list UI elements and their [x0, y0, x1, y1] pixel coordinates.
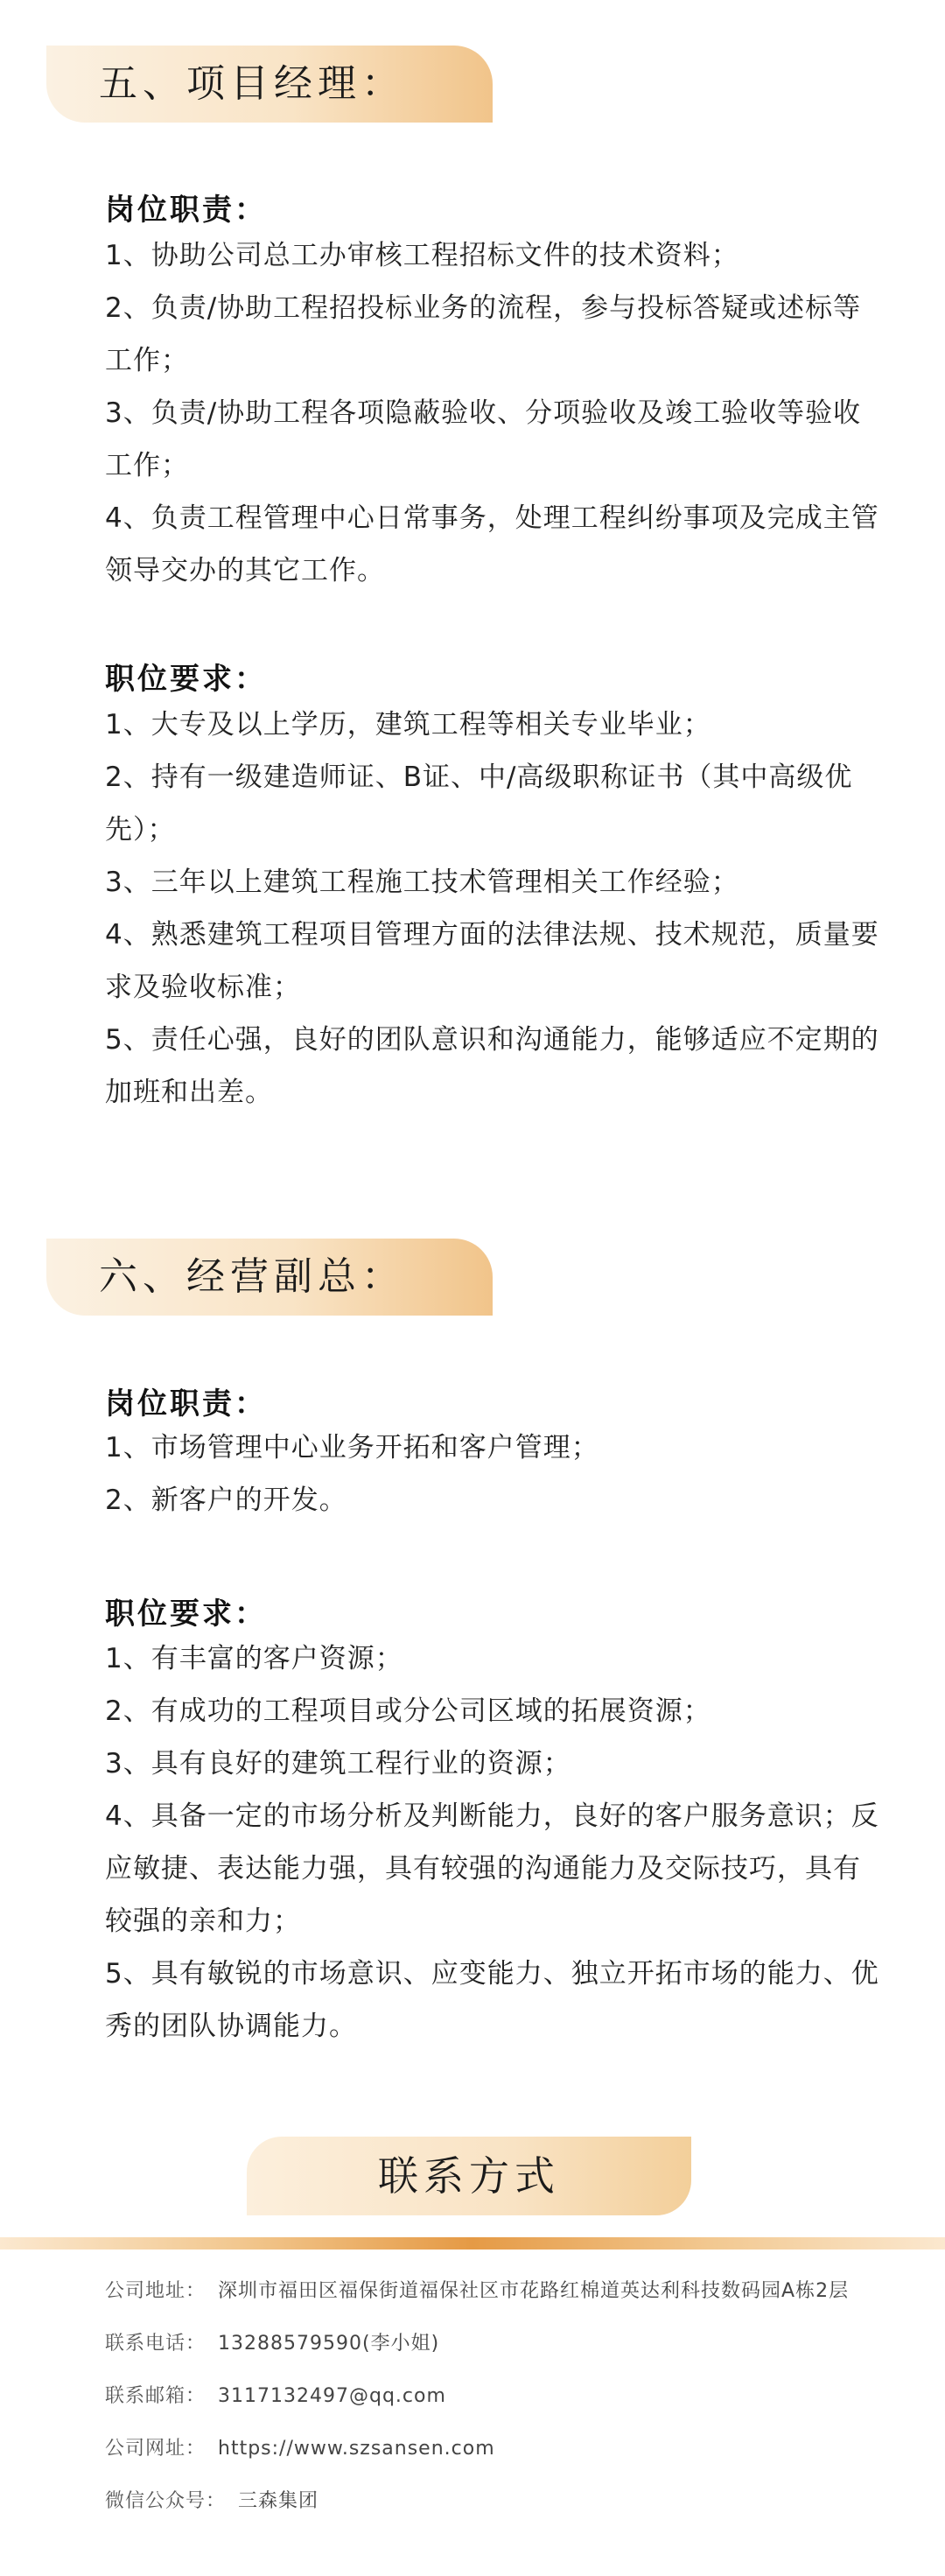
requirement-item: 3、具有良好的建筑工程行业的资源；: [105, 1748, 571, 1779]
section5-req-heading: 职位要求：: [105, 662, 267, 697]
contact-email: [105, 2381, 446, 2408]
divider: [0, 2237, 945, 2250]
website-link[interactable]: https://www.szsansen.com: [218, 2438, 495, 2460]
section6-title: 六、经营副总：: [99, 1254, 405, 1299]
website-label: 公司网址：: [105, 2438, 206, 2460]
address-label: 公司地址：: [105, 2280, 206, 2302]
contact-address: [105, 2276, 849, 2303]
duty-item: 4、负责工程管理中心日常事务，处理工程纠纷事项及完成主管领导交办的其它工作。: [105, 502, 879, 586]
requirement-item: 2、有成功的工程项目或分公司区域的拓展资源；: [105, 1695, 711, 1727]
contact-phone: [105, 2328, 439, 2355]
section6-duties-list: [105, 1421, 884, 1527]
section5-duties-list: [105, 229, 884, 597]
section5-requirements-list: [105, 698, 884, 1119]
email-label: 联系邮箱：: [105, 2385, 206, 2407]
contact-wechat: [105, 2486, 318, 2513]
requirement-item: 5、具有敏锐的市场意识、应变能力、独立开拓市场的能力、优秀的团队协调能力。: [105, 1958, 879, 2042]
duty-item: 1、协助公司总工办审核工程招标文件的技术资料；: [105, 240, 739, 271]
requirement-item: 5、责任心强，良好的团队意识和沟通能力，能够适应不定期的加班和出差。: [105, 1024, 879, 1108]
section5-banner: [46, 46, 493, 123]
requirement-item: 3、三年以上建筑工程施工技术管理相关工作经验；: [105, 867, 739, 898]
phone-value[interactable]: 13288579590(李小姐): [218, 2333, 440, 2355]
requirement-item: 1、大专及以上学历，建筑工程等相关专业毕业；: [105, 709, 711, 741]
section5-duties-heading: 岗位职责：: [105, 193, 267, 228]
contact-title: 联系方式: [378, 2152, 560, 2200]
section6-req-heading: 职位要求：: [105, 1597, 267, 1632]
duty-item: 2、新客户的开发。: [105, 1485, 347, 1516]
phone-label: 联系电话：: [105, 2333, 206, 2355]
wechat-value: 三森集团: [238, 2490, 319, 2512]
contact-website: [105, 2433, 495, 2460]
duty-item: 1、市场管理中心业务开拓和客户管理；: [105, 1432, 599, 1463]
contact-banner: [247, 2137, 691, 2215]
duty-item: 3、负责/协助工程各项隐蔽验收、分项验收及竣工验收等验收工作；: [105, 397, 862, 481]
section6-requirements-list: [105, 1632, 884, 2053]
duty-item: 2、负责/协助工程招投标业务的流程，参与投标答疑或述标等工作；: [105, 292, 862, 376]
requirement-item: 2、持有一级建造师证、B证、中/高级职称证书（其中高级优先）；: [105, 762, 853, 846]
email-value[interactable]: 3117132497@qq.com: [218, 2385, 446, 2407]
address-value: 深圳市福田区福保街道福保社区市花路红棉道英达利科技数码园A栋2层: [218, 2280, 850, 2302]
wechat-label: 微信公众号：: [105, 2490, 227, 2512]
section5-title: 五、项目经理：: [99, 61, 405, 106]
section6-banner: [46, 1239, 493, 1316]
requirement-item: 1、有丰富的客户资源；: [105, 1643, 403, 1674]
requirement-item: 4、具备一定的市场分析及判断能力，良好的客户服务意识；反应敏捷、表达能力强，具有较强的沟通能力及交际技巧，具有较强的亲和力；: [105, 1800, 879, 1937]
section6-duties-heading: 岗位职责：: [105, 1386, 267, 1421]
requirement-item: 4、熟悉建筑工程项目管理方面的法律法规、技术规范，质量要求及验收标准；: [105, 919, 879, 1003]
